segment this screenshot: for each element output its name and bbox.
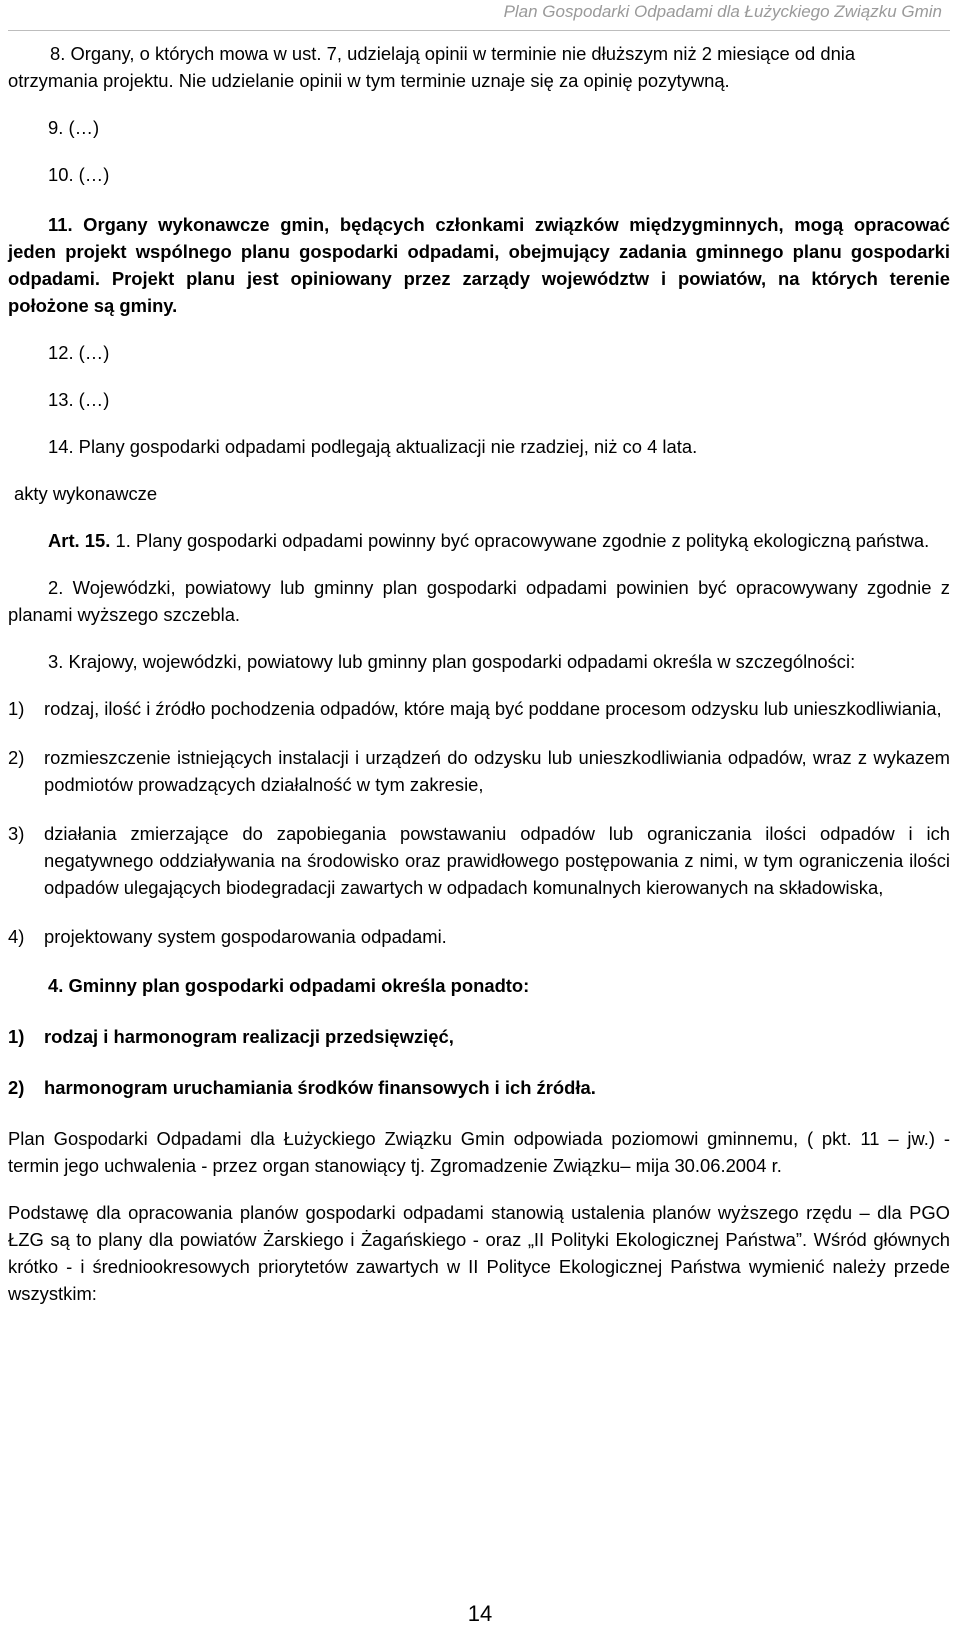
- paragraph-11: [8, 211, 950, 319]
- list-item-number: 1): [8, 698, 25, 719]
- document-body: [8, 40, 950, 1307]
- paragraph-13: 13. (…): [48, 389, 110, 410]
- list-paragraph-4: [8, 1023, 950, 1101]
- section-label-akty: akty wykonawcze: [14, 483, 158, 504]
- list-item-text: działania zmierzające do zapobiegania powstawaniu odpadów lub ograniczania ilości odpadów i ich negatywnego oddziaływania na środowisko oraz prawidłowego postępowania z nimi, w tym ograniczenia ilości odpadów ulegających biodegradacji zawartych w odpadach komunalnych kierowanych na składowiska,: [44, 823, 950, 898]
- paragraph-14: 14. Plany gospodarki odpadami podlegają aktualizacji nie rzadziej, niż co 4 lata.: [48, 436, 698, 457]
- list-item: [8, 1074, 950, 1101]
- article-15-paragraph-2: 2. Wojewódzki, powiatowy lub gminny plan gospodarki odpadami powinien być opracowywany zgodnie z planami wyższego szczebla.: [8, 577, 950, 625]
- paragraph-12: 12. (…): [48, 342, 110, 363]
- list-item-text: rozmieszczenie istniejących instalacji i urządzeń do odzysku lub unieszkodliwiania odpadów, wraz z wykazem podmiotów prowadzących działalność w tym zakresie,: [44, 747, 950, 795]
- paragraph-8-text: 8. Organy, o których mowa w ust. 7, udzielają opinii w terminie nie dłuższym niż 2 miesiące od dnia otrzymania projektu. Nie udzielanie opinii w tym terminie uznaje się za opinię pozytywną.: [8, 43, 856, 91]
- page-number: 14: [467, 1601, 493, 1626]
- article-15-paragraph-3: 3. Krajowy, wojewódzki, powiatowy lub gminny plan gospodarki odpadami określa w szczególności:: [48, 651, 856, 672]
- paragraph-8: [8, 40, 950, 94]
- article-15-paragraph-4: 4. Gminny plan gospodarki odpadami określa ponadto:: [48, 975, 530, 996]
- plan-info-paragraph: Plan Gospodarki Odpadami dla Łużyckiego Związku Gmin odpowiada poziomowi gminnemu, ( pkt. 11 – jw.) - termin jego uchwalenia - przez organ stanowiący tj. Zgromadzenie Związku– mija 30.06.2004 r.: [8, 1128, 950, 1176]
- article-15-text: 1. Plany gospodarki odpadami powinny być opracowywane zgodnie z polityką ekologiczną państwa.: [110, 530, 930, 551]
- running-header: Plan Gospodarki Odpadami dla Łużyckiego Związku Gmin: [503, 2, 942, 21]
- list-item-number: 3): [8, 823, 25, 844]
- list-item-number: 1): [8, 1026, 25, 1047]
- list-item-text: rodzaj, ilość i źródło pochodzenia odpadów, które mają być poddane procesom odzysku lub unieszkodliwiania,: [44, 698, 942, 719]
- list-item: [8, 695, 950, 722]
- basis-paragraph: Podstawę dla opracowania planów gospodarki odpadami stanowią ustalenia planów wyższego rzędu – dla PGO ŁZG są to plany dla powiatów Żarskiego i Żagańskiego - oraz „II Polityki Ekologicznej Państwa”. Wśród głównych krótko - i średniookresowych priorytetów zawartych w II Polityce Ekologicznej Państwa wymienić należy przede wszystkim:: [8, 1202, 950, 1304]
- paragraph-9: 9. (…): [48, 117, 100, 138]
- list-item-text: projektowany system gospodarowania odpadami.: [44, 926, 447, 947]
- list-paragraph-3: [8, 695, 950, 950]
- list-item: [8, 1023, 950, 1050]
- list-item-text: harmonogram uruchamiania środków finansowych i ich źródła.: [44, 1077, 596, 1098]
- header-divider: [8, 30, 950, 31]
- paragraph-11-part-1: 11. Organy wykonawcze gmin, będących członkami związków międzygminnych, mogą opracować jeden projekt wspólnego planu gospodarki odpadami, obejmujący zadania gminnego planu gospodarki odpadami.: [8, 214, 950, 289]
- article-15-paragraph-1: [8, 527, 950, 554]
- list-item-number: 2): [8, 747, 25, 768]
- list-item-text: rodzaj i harmonogram realizacji przedsięwzięć,: [44, 1026, 454, 1047]
- paragraph-10: 10. (…): [48, 164, 110, 185]
- list-item: [8, 820, 950, 901]
- list-item: [8, 923, 950, 950]
- list-item-number: 2): [8, 1077, 25, 1098]
- list-item: [8, 744, 950, 798]
- list-item-number: 4): [8, 926, 25, 947]
- paragraph-11-part-2: Projekt planu jest opiniowany przez zarządy województw i powiatów, na których terenie położone są gminy.: [8, 268, 950, 316]
- article-15-label: Art. 15.: [48, 530, 111, 551]
